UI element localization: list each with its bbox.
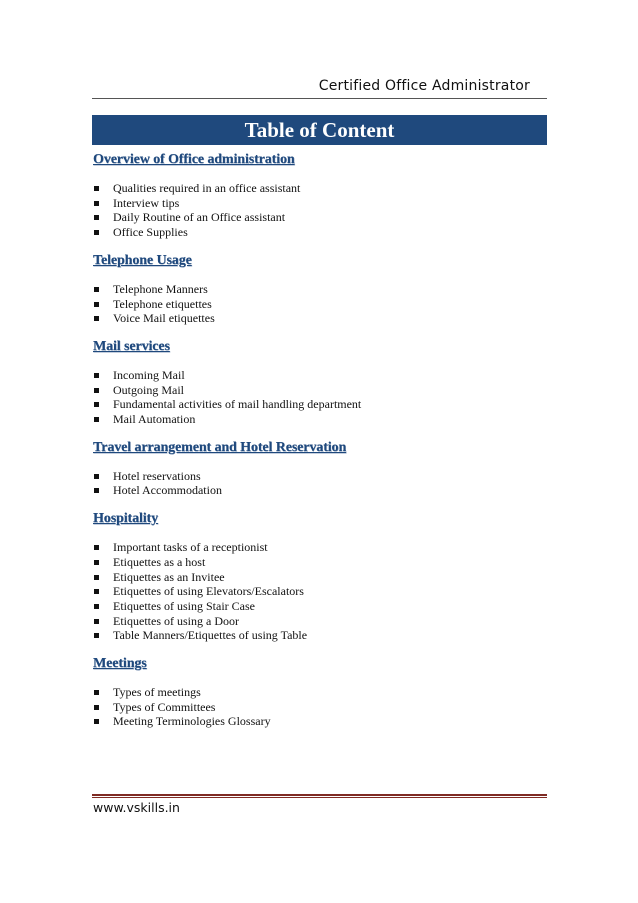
footer-divider-thin: [92, 797, 547, 798]
list-item-label: Important tasks of a receptionist: [113, 540, 268, 555]
section-item-list: [93, 540, 548, 643]
square-bullet-icon: [94, 619, 99, 624]
list-item-label: Meeting Terminologies Glossary: [113, 714, 271, 729]
header-divider: [92, 98, 547, 99]
list-item-label: Daily Routine of an Office assistant: [113, 210, 286, 225]
list-item-label: Office Supplies: [113, 225, 188, 240]
list-item[interactable]: [93, 311, 548, 326]
list-item-label: Etiquettes of using Elevators/Escalators: [113, 584, 304, 599]
square-bullet-icon: [94, 474, 99, 479]
list-item[interactable]: [93, 584, 548, 599]
page-header-title: Certified Office Administrator: [318, 78, 530, 94]
square-bullet-icon: [94, 186, 99, 191]
section-heading[interactable]: Meetings: [93, 656, 147, 672]
footer-divider: [92, 794, 547, 796]
square-bullet-icon: [94, 215, 99, 220]
list-item-label: Types of Committees: [113, 699, 216, 714]
square-bullet-icon: [94, 417, 99, 422]
list-item-label: Voice Mail etiquettes: [113, 311, 215, 326]
list-item[interactable]: [93, 614, 548, 629]
list-item[interactable]: [93, 714, 548, 729]
square-bullet-icon: [94, 488, 99, 493]
list-item[interactable]: [93, 469, 548, 484]
list-item[interactable]: [93, 196, 548, 211]
section-item-list: [93, 368, 548, 427]
list-item-label: Incoming Mail: [113, 367, 185, 382]
square-bullet-icon: [94, 604, 99, 609]
list-item[interactable]: [93, 628, 548, 643]
list-item[interactable]: [93, 555, 548, 570]
list-item[interactable]: [93, 282, 548, 297]
square-bullet-icon: [94, 705, 99, 710]
square-bullet-icon: [94, 316, 99, 321]
toc-section: [93, 655, 548, 729]
footer-url[interactable]: www.vskills.in: [93, 800, 180, 815]
square-bullet-icon: [94, 287, 99, 292]
toc-section: [93, 338, 548, 427]
toc-section: [93, 151, 548, 240]
list-item[interactable]: [93, 225, 548, 240]
section-heading[interactable]: Telephone Usage: [93, 252, 192, 268]
list-item-label: Types of meetings: [113, 685, 201, 700]
section-heading[interactable]: Mail services: [93, 338, 170, 354]
square-bullet-icon: [94, 302, 99, 307]
list-item[interactable]: [93, 685, 548, 700]
square-bullet-icon: [94, 373, 99, 378]
toc-section: [93, 252, 548, 326]
square-bullet-icon: [94, 230, 99, 235]
list-item-label: Etiquettes as a host: [113, 554, 206, 569]
section-item-list: [93, 282, 548, 326]
square-bullet-icon: [94, 560, 99, 565]
list-item-label: Qualities required in an office assistant: [113, 181, 301, 195]
square-bullet-icon: [94, 545, 99, 550]
list-item-label: Interview tips: [113, 195, 180, 210]
list-item[interactable]: [93, 383, 548, 398]
section-item-list: [93, 469, 548, 498]
list-item-label: Outgoing Mail: [113, 382, 184, 397]
list-item[interactable]: [93, 297, 548, 312]
list-item-label: Hotel Accommodation: [113, 483, 222, 498]
list-item[interactable]: [93, 210, 548, 225]
square-bullet-icon: [94, 719, 99, 724]
section-heading[interactable]: Travel arrangement and Hotel Reservation: [93, 439, 347, 455]
list-item-label: Table Manners/Etiquettes of using Table: [113, 628, 308, 643]
square-bullet-icon: [94, 201, 99, 206]
square-bullet-icon: [94, 402, 99, 407]
list-item[interactable]: [93, 540, 548, 555]
list-item-label: Mail Automation: [113, 412, 196, 427]
list-item[interactable]: [93, 700, 548, 715]
square-bullet-icon: [94, 589, 99, 594]
list-item-label: Etiquettes of using a Door: [113, 613, 239, 628]
list-item[interactable]: [93, 181, 548, 196]
list-item[interactable]: [93, 397, 548, 412]
section-item-list: [93, 181, 548, 240]
list-item[interactable]: [93, 570, 548, 585]
list-item-label: Telephone etiquettes: [113, 296, 212, 311]
toc-section: [93, 510, 548, 643]
list-item-label: Telephone Manners: [113, 281, 208, 296]
list-item-label: Etiquettes of using Stair Case: [113, 598, 255, 613]
toc-content: [93, 151, 548, 741]
square-bullet-icon: [94, 575, 99, 580]
section-heading[interactable]: Hospitality: [93, 511, 159, 527]
toc-section: [93, 439, 548, 498]
list-item[interactable]: [93, 483, 548, 498]
list-item[interactable]: [93, 599, 548, 614]
square-bullet-icon: [94, 633, 99, 638]
list-item-label: Hotel reservations: [113, 468, 201, 483]
square-bullet-icon: [94, 690, 99, 695]
list-item-label: Fundamental activities of mail handling department: [113, 397, 362, 412]
list-item[interactable]: [93, 412, 548, 427]
section-heading[interactable]: Overview of Office administration: [93, 152, 295, 167]
list-item-label: Etiquettes as an Invitee: [113, 569, 225, 584]
toc-banner: Table of Content: [92, 115, 547, 145]
list-item[interactable]: [93, 368, 548, 383]
section-item-list: [93, 685, 548, 729]
square-bullet-icon: [94, 388, 99, 393]
